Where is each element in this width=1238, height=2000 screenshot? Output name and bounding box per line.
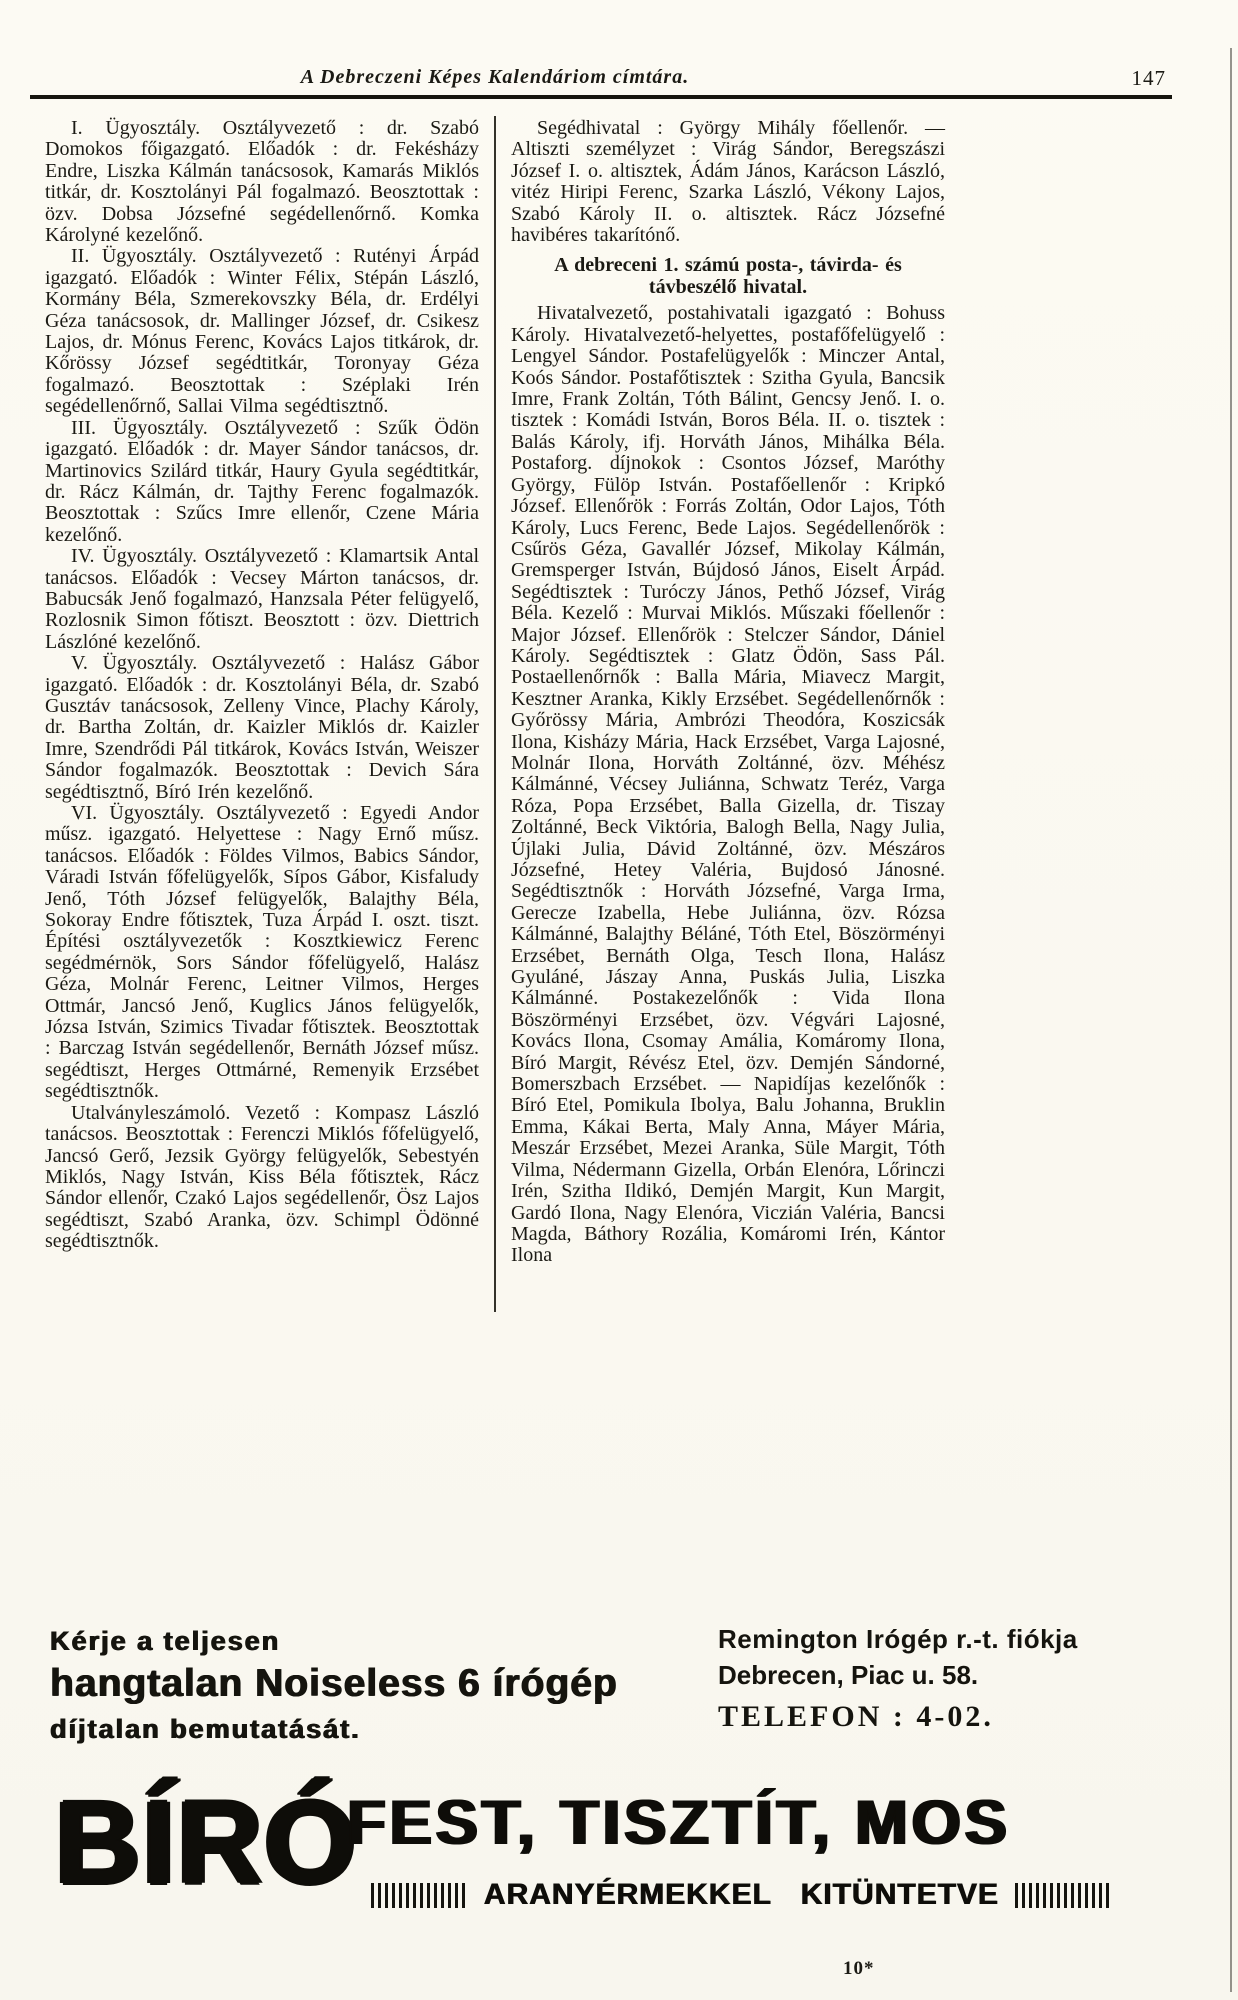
page-number: 147 — [1131, 66, 1166, 90]
directory-entry-ugyosztaly-1: I. Ügyosztály. Osztályvezető : dr. Szabó Domokos főigazgató. Előadók : dr. Fekésházy Endre, Liszka Kálmán tanácsosok, Kamarás Miklós titkár, dr. Kosztolányi Pál fogalmazó. Beosztottak : özv. Dobsa Józsefné segédellenőrnő. Komka Károlyné kezelőnő. — [45, 117, 479, 247]
remington-ad-telephone-line: TELEFON : 4-02. — [718, 1700, 994, 1733]
biro-brand-wordmark: BÍRÓ — [55, 1777, 358, 1909]
biro-award-row — [305, 1878, 1177, 1912]
scan-edge-line — [1230, 48, 1232, 1992]
directory-entry-ugyosztaly-3: III. Ügyosztály. Osztályvezető : Szűk Ödön igazgató. Előadók : dr. Mayer Sándor tanácsos, dr. Martinovics Szilárd titkár, Haury Gyula segédtitkár, dr. Rácz Kálmán, dr. Tajthy Ferenc fogalmazók. Beosztottak : Szűcs Imre ellenőr, Czene Mária kezelőnő. — [45, 416, 479, 546]
biro-award-subline: ARANYÉRMEKKEL KITÜNTETVE — [483, 1878, 999, 1911]
post-office-section-heading: A debreceni 1. számú posta-, távirda- és távbeszélő hivatal. — [554, 254, 902, 299]
right-column — [511, 118, 945, 1267]
noiseless-ad-line-2: hangtalan Noiseless 6 írógép — [50, 1662, 618, 1705]
signature-mark: 10* — [843, 1958, 875, 1979]
journal-title: A Debreczeni Képes Kalendáriom címtára. — [300, 66, 690, 88]
remington-ad-company-line: Remington Irógép r.-t. fiókja — [718, 1624, 1078, 1654]
left-column — [45, 118, 479, 1253]
remington-branch-ad — [718, 1624, 1173, 1734]
directory-entry-ugyosztaly-6: VI. Ügyosztály. Osztályvezető : Egyedi Andor műsz. igazgató. Helyettese : Nagy Ernő műsz. tanácsos. Előadók : Földes Vilmos, Babics Sándor, Váradi István főfelügyelők, Sípos Gábor, Kisfaludy Jenő, Tóth József felügyelők, Balajthy Béla, Sokoray Endre főtisztek, Tuza Árpád I. oszt. tiszt. Építési osztályvezetők : Kosztkiewicz Ferenc segédmérnök, Sors Sándor főfelügyelő, Halász Géza, Molnár Ferenc, Leitner Vilmos, Herges Ottmár, Jancsó Jenő, Kuglics János felügyelők, Józsa István, Szimics Tivadar főtisztek. Beosztottak : Barczag István segédellenőr, Bernáth József műsz. segédtiszt, Herges Ottmárné, Remenyik Erzsébet segédtisztnők. — [45, 802, 479, 1103]
directory-entry-ugyosztaly-2: II. Ügyosztály. Osztályvezető : Rutényi Árpád igazgató. Előadók : Winter Félix, Stépán László, Kormány Béla, Szmerekovszky Béla, dr. Erdélyi Géza tanácsosok, dr. Mallinger József, dr. Csikesz Lajos, dr. Mónus Ferenc, Kovács Lajos titkárok, dr. Kőrössy József segédtitkár, Toronyay Géza fogalmazó. Beosztottak : Széplaki Irén segédellenőrnő, Sallai Vilma segédtisztnő. — [45, 245, 479, 418]
noiseless-typewriter-ad — [50, 1626, 700, 1745]
staff-intro-paragraph: Segédhivatal : György Mihály főellenőr. — Altiszti személyzet : Virág Sándor, Beregszászi József I. o. altisztek, Ádám János, Karácson László, vitéz Hiripi Ferenc, Szarka László, Vékony Lajos, Szabó Károly II. o. altisztek. Rácz Józsefné havibéres takarítónő. — [511, 117, 945, 247]
biro-services-headline: FEST, TISZTÍT, MOS — [347, 1788, 1011, 1858]
post-office-directory-paragraph: Hivatalvezető, postahivatali igazgató : Bohuss Károly. Hivatalvezető-helyettes, postafőfelügyelő : Lengyel Sándor. Postafelügyelők : Minczer Antal, Koós Sándor. Postafőtisztek : Szitha Gyula, Bancsik Imre, Frank Zoltán, Tóth Bálint, Gencsy Jenő. I. o. tisztek : Komádi István, Boros Béla. II. o. tisztek : Balás Károly, ifj. Horváth János, Mihálka Béla. Postaforg. díjnokok : Csontos József, Maróthy György, Fülöp István. Postafőellenőr : Kripkó József. Ellenőrök : Forrás Zoltán, Odor Lajos, Tóth Károly, Lucs Ferenc, Bede Lajos. Segédellenőrök : Csűrös Géza, Gavallér József, Mikolay Kálmán, Gremsperger István, Bújdosó János, Eiselt Árpád. Segédtisztek : Turóczy János, Pethő József, Virág Béla. Kezelő : Murvai Miklós. Műszaki főellenőr : Major József. Ellenőrök : Stelczer Sándor, Dániel Károly. Segédtisztek : Glatz Ödön, Sass Pál. Postaellenőrnők : Balla Mária, Miavecz Margit, Kesztner Aranka, Kikly Erzsébet. Segédellenőrnők : Győrössy Mária, Ambrózi Theodóra, Koszicsák Ilona, Kisházy Mária, Hack Erzsébet, Varga Lajosné, Molnár Ilona, Horváth Zoltánné, özv. Méhész Kálmánné, Vécsey Juliánna, Schwatz Teréz, Varga Róza, Popa Erzsébet, Balla Gizella, dr. Tiszay Zoltánné, Beck Viktória, Balogh Bella, Nagy Julia, Újlaki Julia, Dávid Zoltánné, özv. Mészáros Józsefné, Hetey Valéria, Bujdosó Jánosné. Segédtisztnők : Horváth Józsefné, Varga Irma, Gerecze Izabella, Hebe Juliánna, özv. Rózsa Kálmánné, Balajthy Béláné, Tóth Etel, Böszörményi Erzsébet, Bernáth Olga, Tesch Ilona, Halász Gyuláné, Jászay Anna, Puskás Julia, Liszka Kálmánné. Postakezelőnők : Vida Ilona Böszörményi Erzsébet, özv. Végvári Lajosné, Kovács Ilona, Csomay Amália, Komáromy Ilona, Bíró Margit, Révész Etel, özv. Demjén Sándorné, Bomerszbach Erzsébet. — Napidíjas kezelőnők : Bíró Etel, Pomikula Ibolya, Balu Johanna, Bruklin Emma, Kákai Berta, Maly Anna, Máyer Mária, Meszár Erzsébet, Mezei Aranka, Süle Margit, Tóth Vilma, Nédermann Gizella, Orbán Elenóra, Lőrinczi Irén, Szitha Ildikó, Demjén Margit, Kun Margit, Gardó Ilona, Nagy Elenóra, Viczián Valéria, Bancsi Magda, Báthory Rozália, Komáromi Irén, Kántor Ilona — [511, 302, 945, 1267]
directory-entry-ugyosztaly-5: V. Ügyosztály. Osztályvezető : Halász Gábor igazgató. Előadók : dr. Kosztolányi Béla, dr. Szabó Gusztáv tanácsosok, Zelleny Vince, Plachy Károly, dr. Bartha Zoltán, dr. Kaizler Miklós dr. Kaizler Imre, Szendrődi Pál titkárok, Kovács István, Weiszer Sándor fogalmazók. Beosztottak : Devich Sára segédtisztnő, Bíró Irén kezelőnő. — [45, 652, 479, 803]
column-divider-rule — [494, 116, 496, 1312]
biro-cleaning-banner-ad — [55, 1777, 1175, 1962]
directory-entry-ugyosztaly-4: IV. Ügyosztály. Osztályvezető : Klamartsik Antal tanácsos. Előadók : Vecsey Márton tanácsos, dr. Babucsák Jenő fogalmazó, Hanzsala Péter felügyelő, Rozlosnik Simon főtiszt. Beosztott : özv. Diettrich Lászlóné kezelőnő. — [45, 545, 479, 653]
award-stripe-left-icon — [371, 1883, 467, 1908]
directory-entry-utalvanyleszamolo: Utalványleszámoló. Vezető : Kompasz László tanácsos. Beosztottak : Ferenczi Miklós főfelügyelő, Jancsó Gerő, Jezsik György felügyelők, Sebestyén Miklós, Nagy István, Kiss Béla főtisztek, Rácz Sándor ellenőr, Czakó Lajos segédellenőr, Ösz Lajos segédtiszt, Szabó Aranka, özv. Schimpl Ödönné segédtisztnők. — [45, 1101, 479, 1253]
remington-ad-address-line: Debrecen, Piac u. 58. — [718, 1660, 979, 1690]
header-rule — [30, 95, 1172, 99]
noiseless-ad-line-3: díjtalan bemutatását. — [50, 1714, 361, 1744]
noiseless-ad-line-1: Kérje a teljesen — [50, 1626, 281, 1656]
award-stripe-right-icon — [1015, 1883, 1111, 1908]
